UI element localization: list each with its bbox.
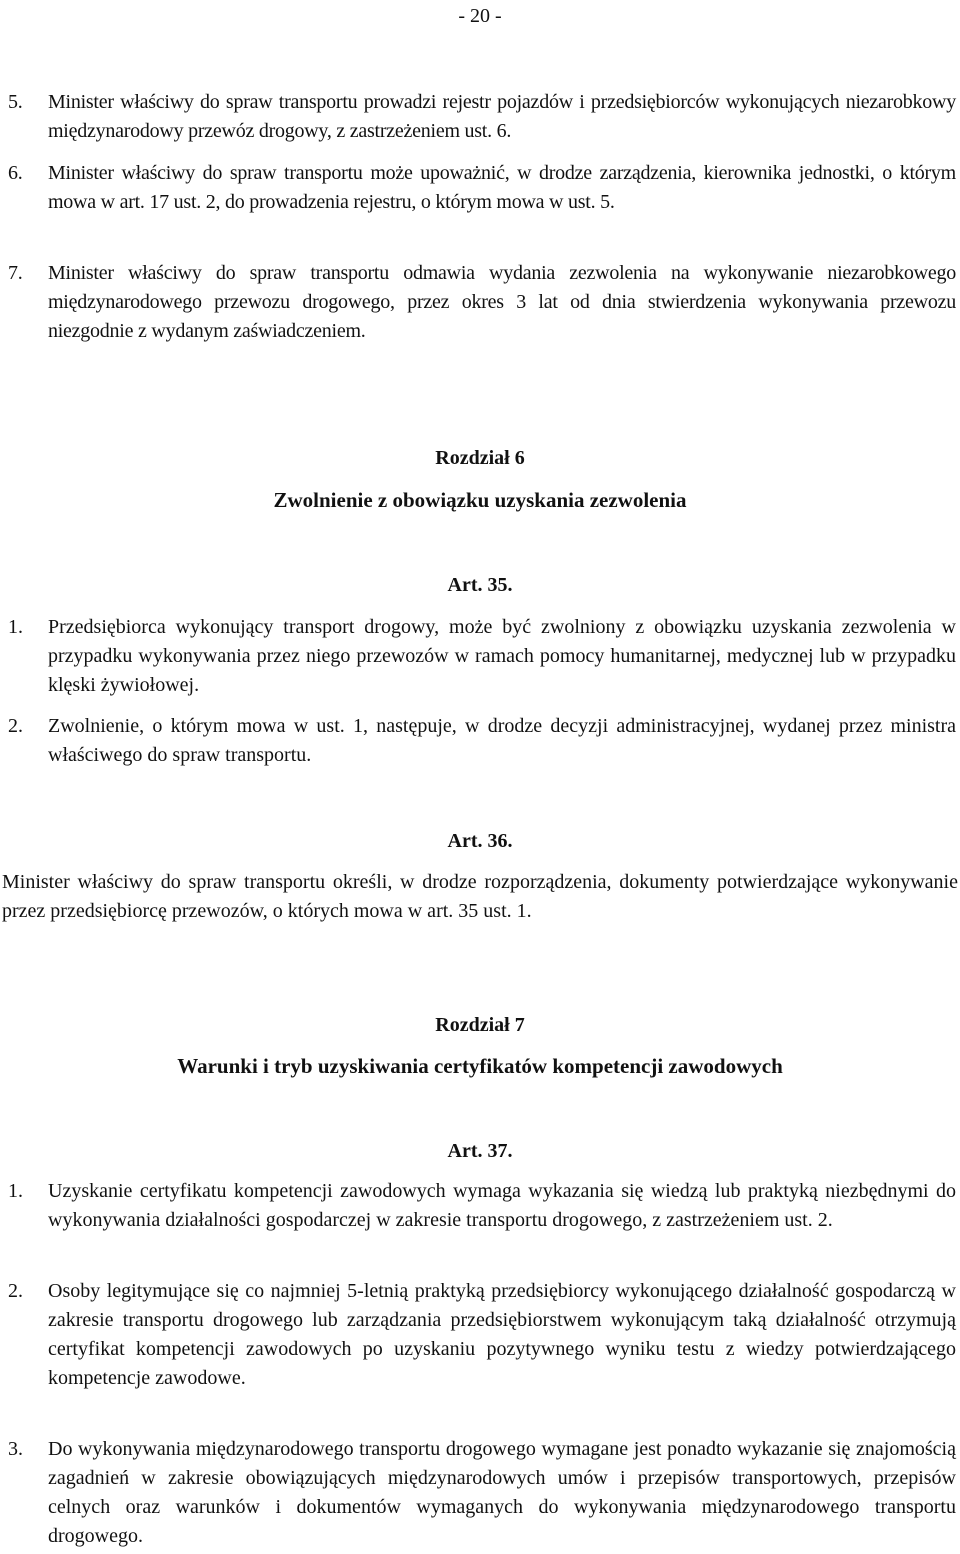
chapter-7-label: Rozdział 7 — [435, 1014, 525, 1036]
article-37-paragraph-3 — [8, 1435, 956, 1551]
paragraph-text: Minister właściwy do spraw transportu odmawia wydania zezwolenia na wykonywanie niezarobkowego międzynarodowego przewozu drogowego, przez okres 3 lat od dnia stwierdzenia wykonywania przewozu niezgodnie z wydanym zaświadczeniem. — [48, 262, 956, 342]
article-36-label: Art. 36. — [447, 830, 513, 852]
paragraph-number: 3. — [8, 1438, 23, 1460]
page-number: - 20 - — [458, 5, 502, 27]
paragraph-number: 1. — [8, 616, 23, 638]
paragraph-text: Minister właściwy do spraw transportu prowadzi rejestr pojazdów i przedsiębiorców wykonujących niezarobkowy międzynarodowy przewóz drogowy, z zastrzeżeniem ust. 6. — [48, 91, 956, 142]
chapter-6-label: Rozdział 6 — [435, 447, 525, 469]
article-37-paragraph-1 — [8, 1177, 956, 1235]
article-35-label: Art. 35. — [447, 574, 513, 596]
paragraph-text: Minister właściwy do spraw transportu może upoważnić, w drodze zarządzenia, kierownika jednostki, o którym mowa w art. 17 ust. 2, do prowadzenia rejestru, o którym mowa w ust. 5. — [48, 162, 956, 213]
paragraph-number: 2. — [8, 715, 23, 737]
paragraph-text: Zwolnienie, o którym mowa w ust. 1, następuje, w drodze decyzji administracyjnej, wydanej przez ministra właściwego do spraw transportu. — [48, 715, 956, 766]
article-37-paragraph-2 — [8, 1277, 956, 1393]
chapter-7-title: Warunki i tryb uzyskiwania certyfikatów kompetencji zawodowych — [177, 1054, 783, 1078]
paragraph-text: Minister właściwy do spraw transportu określi, w drodze rozporządzenia, dokumenty potwierdzające wykonywanie przez przedsiębiorcę przewozów, o których mowa w art. 35 ust. 1. — [2, 871, 958, 922]
chapter-6-title: Zwolnienie z obowiązku uzyskania zezwolenia — [273, 488, 687, 512]
article-37-label: Art. 37. — [447, 1140, 513, 1162]
paragraph-text: Przedsiębiorca wykonujący transport drogowy, może być zwolniony z obowiązku uzyskania zezwolenia w przypadku wykonywania przez niego przewozów w ramach pomocy humanitarnej, medycznej lub w przypadku klęski żywiołowej. — [48, 616, 956, 696]
paragraph-text: Osoby legitymujące się co najmniej 5-letnią praktyką przedsiębiorcy wykonującego działalność gospodarczą w zakresie transportu drogowego lub zarządzania przedsiębiorstwem wykonującym taką działalność otrzymują certyfikat kompetencji zawodowych po uzyskaniu pozytywnego wyniku testu z wiedzy potwierdzającego kompetencje zawodowe. — [48, 1280, 956, 1389]
paragraph-text: Do wykonywania międzynarodowego transportu drogowego wymagane jest ponadto wykazanie się znajomością zagadnień w zakresie obowiązujących międzynarodowych umów i przepisów transportowych, przepisów celnych oraz warunków i dokumentów wymaganych do wykonywania międzynarodowego transportu drogowego. — [48, 1438, 956, 1547]
paragraph-7 — [8, 259, 956, 346]
paragraph-number: 7. — [8, 262, 23, 284]
article-35-paragraph-1 — [8, 613, 956, 700]
article-35-paragraph-2 — [8, 712, 956, 770]
paragraph-5 — [8, 88, 956, 146]
paragraph-number: 6. — [8, 162, 23, 184]
paragraph-6 — [8, 159, 956, 217]
paragraph-number: 5. — [8, 91, 23, 113]
paragraph-text: Uzyskanie certyfikatu kompetencji zawodowych wymaga wykazania się wiedzą lub praktyką niezbędnymi do wykonywania działalności gospodarczej w zakresie transportu drogowego, z zastrzeżeniem ust. 2. — [48, 1180, 956, 1231]
paragraph-number: 1. — [8, 1180, 23, 1202]
article-36-text — [2, 868, 958, 926]
paragraph-number: 2. — [8, 1280, 23, 1302]
